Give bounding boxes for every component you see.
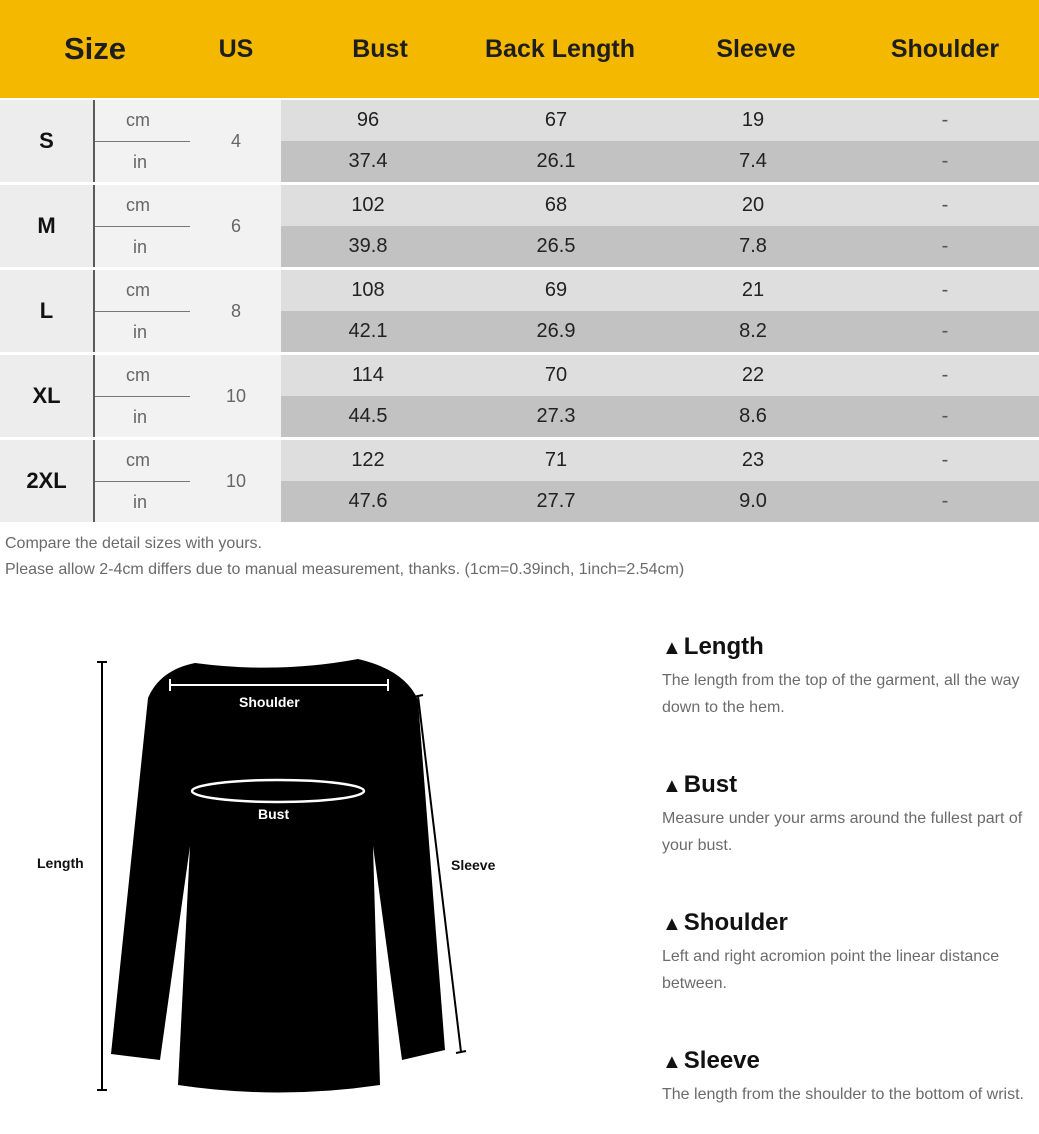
size-row-group — [0, 270, 1039, 352]
cell-shoulder-cm: - — [941, 109, 949, 131]
garment-diagram — [0, 630, 560, 1110]
cell-bust-cm: 114 — [352, 364, 384, 386]
unit-cm: cm — [126, 195, 150, 215]
definition-length — [662, 632, 1034, 721]
cell-shoulder-cm: - — [941, 279, 949, 301]
cell-bust-cm: 122 — [351, 449, 385, 471]
us-size: 6 — [230, 216, 241, 236]
definition-shoulder — [662, 908, 1034, 997]
cell-shoulder-in: - — [941, 235, 949, 257]
size-row-group — [0, 440, 1039, 522]
cell-bust-cm: 108 — [351, 279, 385, 301]
unit-cm: cm — [126, 450, 150, 470]
cell-shoulder-cm: - — [941, 194, 949, 216]
cell-back-length-in: 26.5 — [536, 235, 576, 257]
cell-bust-in: 44.5 — [348, 405, 388, 427]
cell-sleeve-in: 7.4 — [739, 150, 767, 172]
header-sleeve: Sleeve — [716, 35, 796, 63]
triangle-up-icon: ▲ — [662, 637, 682, 659]
unit-cm: cm — [126, 280, 150, 300]
definition-text: The length from the shoulder to the bottom of wrist. — [662, 1086, 1024, 1103]
header-bust: Bust — [352, 35, 408, 63]
cell-sleeve-in: 9.0 — [739, 490, 767, 512]
unit-cm: cm — [126, 365, 150, 385]
header-size: Size — [63, 31, 127, 66]
cell-sleeve-in: 8.6 — [739, 405, 767, 427]
divider — [95, 311, 190, 312]
cell-back-length-cm: 71 — [544, 449, 568, 471]
definition-sleeve — [662, 1046, 1034, 1108]
note-compare: Compare the detail sizes with yours. — [5, 535, 262, 552]
divider — [95, 141, 190, 142]
cell-bust-in: 37.4 — [348, 150, 388, 172]
cell-sleeve-cm: 20 — [741, 194, 765, 216]
cell-sleeve-cm: 21 — [741, 279, 765, 301]
definition-title: Sleeve — [683, 1047, 760, 1074]
cell-bust-cm: 96 — [356, 109, 380, 131]
cell-bust-in: 39.8 — [348, 235, 388, 257]
label-length: Length — [37, 855, 84, 871]
cell-back-length-in: 27.3 — [536, 405, 576, 427]
definition-text: The length from the top of the garment, all the way down to the hem. — [662, 672, 1020, 716]
definition-title: Length — [683, 633, 764, 660]
label-sleeve: Sleeve — [451, 857, 496, 873]
unit-in: in — [133, 407, 148, 427]
cell-bust-cm: 102 — [351, 194, 385, 216]
triangle-up-icon: ▲ — [662, 913, 682, 935]
cell-sleeve-cm: 22 — [741, 364, 765, 386]
label-shoulder: Shoulder — [239, 694, 300, 710]
size-row-group — [0, 355, 1039, 437]
triangle-up-icon: ▲ — [662, 1051, 682, 1073]
cell-back-length-cm: 67 — [544, 109, 568, 131]
size-row-group — [0, 185, 1039, 267]
cell-sleeve-cm: 23 — [741, 449, 765, 471]
table-header — [0, 0, 1039, 98]
definition-text: Measure under your arms around the fullest part of your bust. — [662, 810, 1023, 854]
size-label: XL — [0, 355, 93, 437]
definition-bust — [662, 770, 1034, 859]
divider — [95, 481, 190, 482]
cell-bust-in: 42.1 — [348, 320, 388, 342]
size-row-group — [0, 100, 1039, 182]
us-size: 8 — [230, 301, 241, 321]
size-label: L — [0, 270, 93, 352]
header-us: US — [218, 35, 254, 63]
us-size: 4 — [230, 131, 241, 151]
cell-shoulder-cm: - — [941, 449, 949, 471]
cell-sleeve-in: 8.2 — [739, 320, 767, 342]
unit-in: in — [133, 237, 148, 257]
triangle-up-icon: ▲ — [662, 775, 682, 797]
cell-shoulder-in: - — [941, 150, 949, 172]
header-back-length: Back Length — [484, 35, 636, 63]
cell-back-length-in: 27.7 — [536, 490, 576, 512]
divider — [95, 396, 190, 397]
cell-sleeve-in: 7.8 — [739, 235, 767, 257]
header-shoulder: Shoulder — [890, 35, 1000, 63]
definition-text: Left and right acromion point the linear distance between. — [662, 948, 1000, 992]
us-size: 10 — [225, 386, 247, 406]
definition-title: Shoulder — [683, 909, 788, 936]
unit-in: in — [133, 492, 148, 512]
definition-title: Bust — [683, 771, 738, 798]
us-size: 10 — [225, 471, 247, 491]
note-allowance: Please allow 2-4cm differs due to manual measurement, thanks. (1cm=0.39inch, 1inch=2.54cm) — [5, 561, 685, 578]
size-label: S — [0, 100, 93, 182]
cell-shoulder-in: - — [941, 405, 949, 427]
cell-shoulder-in: - — [941, 490, 949, 512]
divider — [95, 226, 190, 227]
garment-shape — [111, 659, 445, 1093]
cell-back-length-cm: 69 — [544, 279, 568, 301]
size-label: M — [0, 185, 93, 267]
unit-in: in — [133, 322, 148, 342]
cell-sleeve-cm: 19 — [741, 109, 765, 131]
size-label: 2XL — [0, 440, 93, 522]
cell-shoulder-in: - — [941, 320, 949, 342]
unit-cm: cm — [126, 110, 150, 130]
cell-bust-in: 47.6 — [348, 490, 388, 512]
cell-back-length-in: 26.1 — [536, 150, 576, 172]
cell-shoulder-cm: - — [941, 364, 949, 386]
cell-back-length-cm: 70 — [544, 364, 568, 386]
label-bust: Bust — [258, 806, 290, 822]
cell-back-length-in: 26.9 — [536, 320, 576, 342]
unit-in: in — [133, 152, 148, 172]
cell-back-length-cm: 68 — [544, 194, 568, 216]
